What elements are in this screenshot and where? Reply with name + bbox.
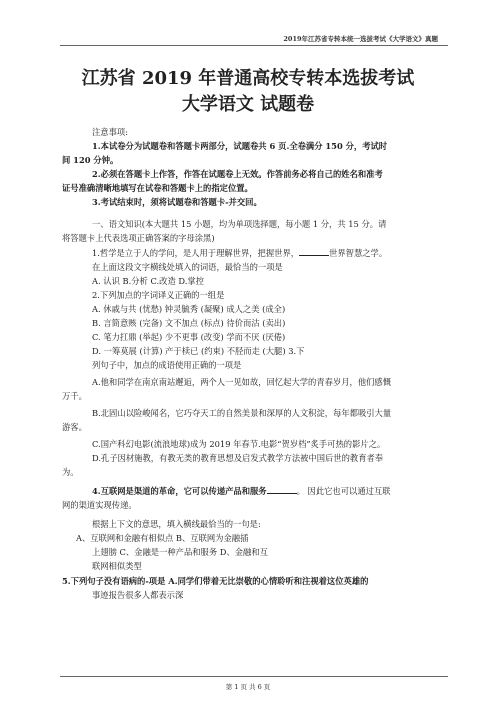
exam-subtitle: 大学语文 试题卷 bbox=[181, 94, 315, 115]
q3-option-d: D.孔子因材施教，有教无类的教育思想及启发式教学方法被中国后世的教育者奉 bbox=[92, 453, 384, 463]
q3-stem: 列句子中，加点的成语使用正确的一项是 bbox=[92, 360, 242, 370]
note-2-cont: 证号准确清晰地填写在试卷和答题卡上的指定位置。 bbox=[62, 183, 253, 193]
q5-stem-cont: 事迹报告很多人都表示深 bbox=[92, 590, 184, 600]
section-1-intro: 一、语文知识(本大题共 15 小题，均为单项选择题，每小题 1 分，共 15 分。请 bbox=[92, 219, 387, 229]
q2-option-b: B. 言简意赅 (完备) 文不加点 (标点) 待价而沽 (卖出) bbox=[92, 318, 286, 328]
footer-divider bbox=[60, 676, 448, 677]
note-2: 2.必须在答题卡上作答，作答在试题卷上无效。作答前务必将自己的姓名和准考 bbox=[92, 169, 383, 179]
page-header: 2019年江苏省专转本统一选拔考试《大学语文》真题 bbox=[283, 35, 438, 43]
exam-title: 江苏省 2019 年普通高校专转本选拔考试 bbox=[81, 68, 415, 89]
q4-blank bbox=[267, 486, 297, 494]
page-number: 第 1 页 共 6 页 bbox=[225, 683, 271, 691]
q1-stem-text-end: 世界智慧之学。 bbox=[329, 248, 388, 258]
note-3: 3.考试结束时，须将试题卷和答题卡-并交回。 bbox=[92, 197, 262, 207]
note-1: 1.本试卷分为试题卷和答题卡两部分，试题卷共 6 页.全卷满分 150 分，考试时 bbox=[92, 141, 388, 151]
note-1-cont: 间 120 分钟。 bbox=[62, 155, 119, 165]
q3-option-c: C.国产科幻电影(流浪地球)成为 2019 年春节.电影“贺岁档”炙手可热的影片之。 bbox=[92, 439, 386, 449]
notes-heading: 注意事项: bbox=[92, 127, 128, 137]
q4-stem-text: 4.互联网是渠道的革命，它可以传递产品和服务 bbox=[92, 486, 267, 496]
q4-stem bbox=[92, 486, 450, 497]
q4-instruction: 根据上下文的意思，填入横线最恰当的一句是: bbox=[92, 519, 261, 529]
q1-blank bbox=[299, 248, 329, 256]
q1-stem bbox=[92, 248, 450, 259]
q3-option-a: A.他和同学在南京南站邂逅，两个人一见如故，回忆起大学的青春岁月，他们感慨 bbox=[92, 377, 392, 387]
q1-options: A. 认识 B.分析 C.改造 D.掌控 bbox=[92, 276, 204, 286]
q2-option-c: C. 笔力扛鼎 (举起) 少不更事 (改变) 学而不厌 (厌倦) bbox=[92, 332, 286, 342]
q3-option-d-cont: 为。 bbox=[62, 467, 79, 477]
q3-option-b-cont: 游客。 bbox=[62, 422, 87, 432]
q4-stem-cont: 网的渠道实现传递。 bbox=[62, 500, 137, 510]
section-1-intro-cont: 将答题卡上代表选项正确答案的字母涂黑) bbox=[62, 233, 215, 243]
q4-options-2: 上翅膀 C、金融是一种产品和服务 D、金融和互 bbox=[92, 547, 268, 557]
q4-options-3: 联网相似类型 bbox=[92, 561, 142, 571]
q3-option-b: B.北固山以险峻闻名，它巧夺天工的自然美景和深厚的人文积淀，每年都吸引大量 bbox=[92, 408, 392, 418]
q1-stem-text: 1.哲学是立于人的学问，是人用于理解世界，把握世界， bbox=[92, 248, 300, 258]
q2-option-a: A. 休戚与共 (忧愁) 钟灵毓秀 (凝聚) 成人之美 (成全) bbox=[92, 304, 286, 314]
q2-option-d: D. 一筹莫展 (计算) 产于椟已 (约束) 不胫而走 (大腿) 3.下 bbox=[92, 346, 305, 356]
q4-options-1: A、互联网和金融有相似点 B、互联网为金融插 bbox=[76, 533, 249, 543]
q3-option-a-cont: 万千。 bbox=[62, 391, 87, 401]
q2-stem: 2.下列加点的字词译义正确的一组是 bbox=[92, 290, 225, 300]
q1-instruction: 在上面这段文字横线处填入的词语，最恰当的一项是 bbox=[92, 262, 283, 272]
q4-stem-text-end: 。 因此它也可以通过互联 bbox=[296, 486, 391, 496]
header-divider bbox=[60, 45, 448, 46]
q5-stem: 5.下列句子没有语病的-项是 A.同学们带着无比崇敬的心情聆听和注视着这位英雄的 bbox=[62, 576, 369, 586]
